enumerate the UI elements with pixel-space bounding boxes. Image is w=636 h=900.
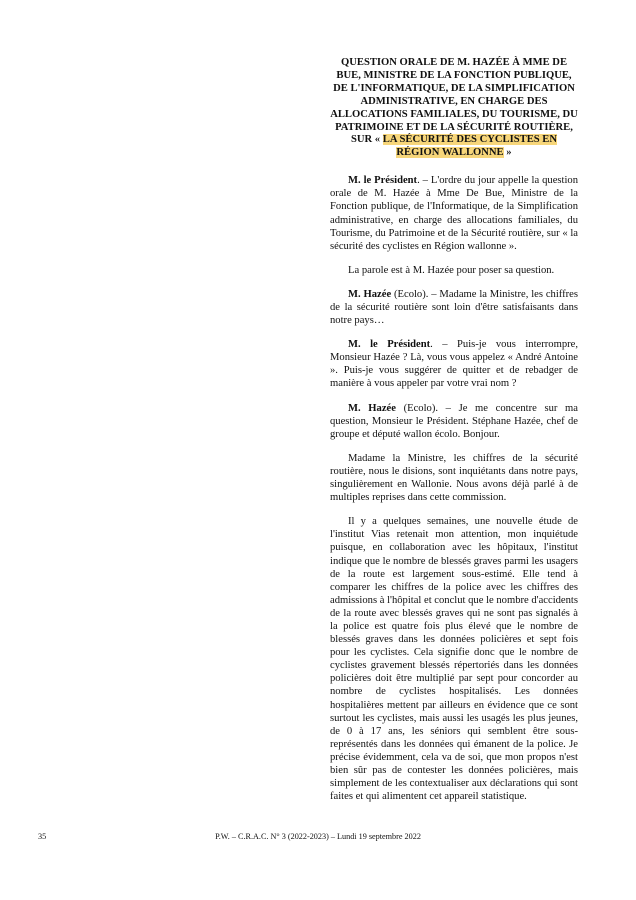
paragraph [330,338,578,390]
paragraph-text: . – L'ordre du jour appelle la question orale de M. Hazée à Mme De Bue, Ministre de la Fonction publique, de l'Informatique, de la Simplification administrative, en charge des allocations familiales, du Tourisme, du Patrimoine et de la Sécurité routière, sur « la sécurité des cyclistes en Région wallonne ». [330,175,578,252]
page-footer [0,830,636,844]
speaker-name: M. le Président [348,339,431,351]
paragraph-text: . – Puis-je vous interrompre, Monsieur Hazée ? Là, vous vous appelez « André Antoine ». Puis-je vous suggérer de quitter et de rebadger de manière à vous appeler par votre vrai nom ? [330,339,578,390]
heading-highlight: LA SÉCURITÉ DES CYCLISTES EN RÉGION WALLONNE [382,134,558,159]
paragraph [330,452,578,504]
heading-text: QUESTION ORALE DE M. HAZÉE À MME DE BUE, MINISTRE DE LA FONCTION PUBLIQUE, DE L'INFORMATIQUE, DE LA SIMPLIFICATION ADMINISTRATIVE, EN CHARGE DES ALLOCATIONS FAMILIALES, DU TOURISME, DU PATRIMOINE ET DE LA SÉCURITÉ ROUTIÈRE, SUR « [330,57,578,146]
footer-text: P.W. – C.R.A.C. N° 3 (2022-2023) – Lundi 19 septembre 2022 [215,832,421,841]
paragraph [330,174,578,253]
paragraph [330,264,578,277]
speaker-name: M. Hazée [348,402,396,414]
paragraph [330,515,578,803]
paragraph-text: (Ecolo). – Madame la Ministre, les chiffres de la sécurité routière sont loin d'être satisfaisants dans notre pays… [330,288,578,327]
paragraph-text: Il y a quelques semaines, une nouvelle étude de l'institut Vias retenait mon attention, mon inquiétude puisque, en collaboration avec les hôpitaux, l'institut indique que le nombre de blessés graves parmi les usagers de la route est largement sous-estimé. Elle tend à comparer les chiffres de la police avec les chiffres des admissions à l'hôpital et conclut que le nombre d'accidents de la route avec blessés graves qui ne sont pas signalés à la police est quatre fois plus élevé que le nombre de blessés graves dans les données policières et sept fois pour les cyclistes. Cela signifie donc que le nombre de cyclistes gravement blessés répertoriés dans les données policières doit être multiplié par sept pour concorder au nombre de cyclistes hospitalisés. Les données hospitalières mettent par ailleurs en évidence que ce sont surtout les cyclistes, mais aussi les usagés les plus jeunes, de 0 à 17 ans, les séniors qui semblent être sous-représentés dans les données qui émanent de la police. Je précise évidemment, cela va de soi, que mon propos n'est bien sûr pas de contester les données policières, mais simplement de les contextualiser aux déclarations qui sont faites et qui alimentent cet appareil statistique. [330,516,578,803]
heading-close: » [506,147,512,159]
paragraph [330,288,578,327]
question-heading [330,57,578,160]
speaker-name: M. le Président [348,175,418,187]
text-column [330,57,578,814]
speaker-name: M. Hazée [348,288,392,300]
paragraph-text: (Ecolo). – Je me concentre sur ma question, Monsieur le Président. Stéphane Hazée, chef de groupe et député wallon écolo. Bonjour. [330,402,578,440]
paragraph [330,402,578,441]
paragraph-text: Madame la Ministre, les chiffres de la sécurité routière, nous le disions, sont inquiétants dans notre pays, singulièrement en Wallonie. Nous avons déjà parlé à de multiples reprises dans cette commission. [330,452,578,504]
page-number: 35 [38,832,47,841]
paragraph-text: La parole est à M. Hazée pour poser sa question. [348,264,555,276]
